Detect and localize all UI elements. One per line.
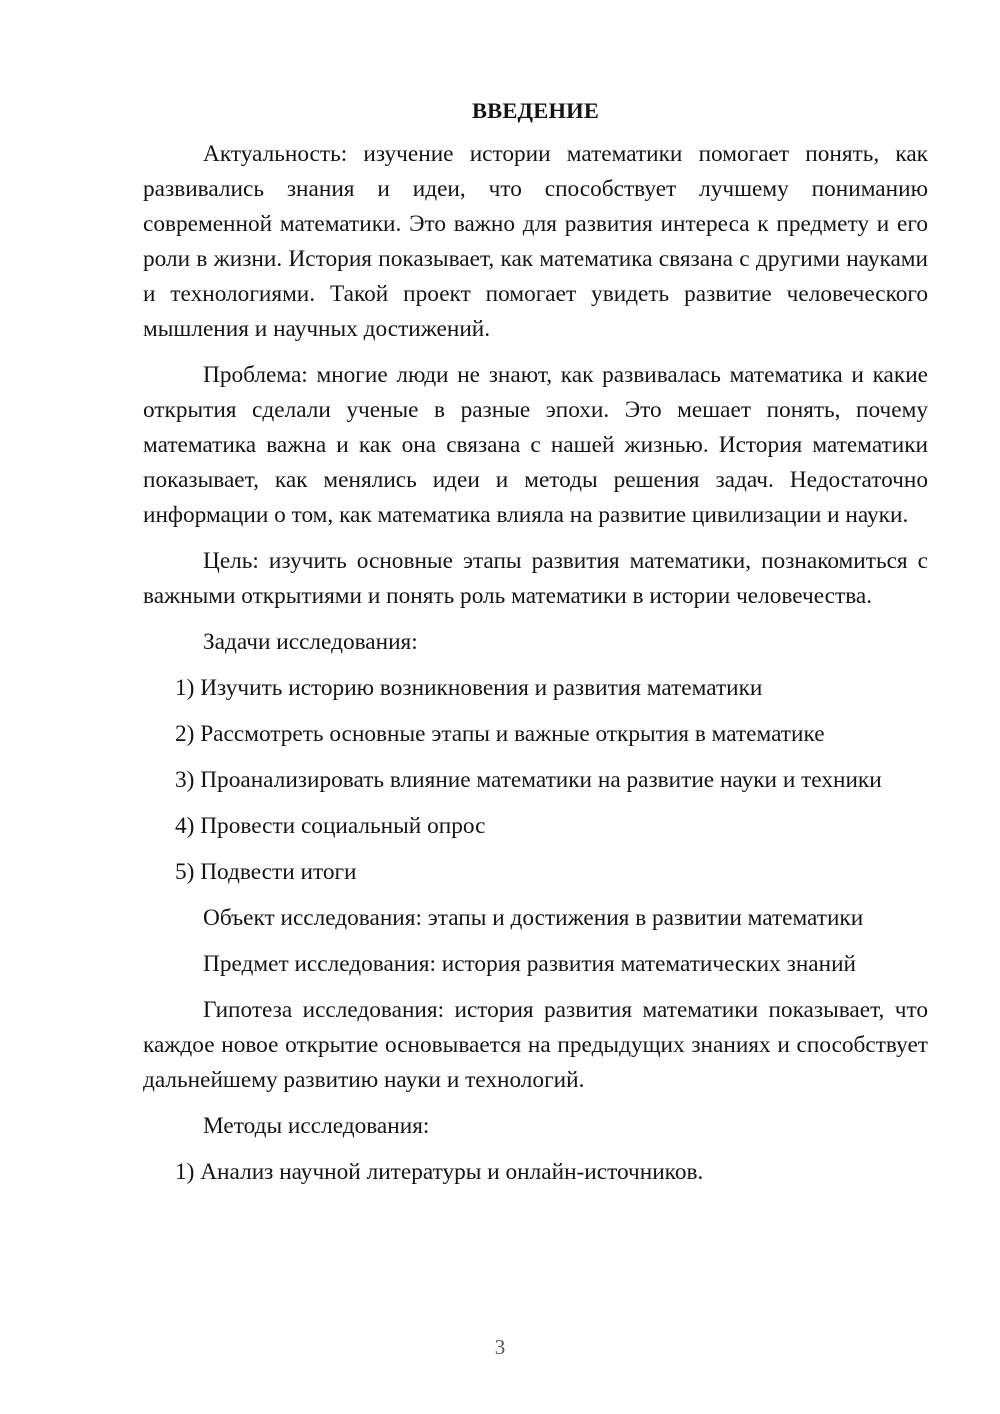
page-content xyxy=(143,96,928,1201)
paragraph-subject: Предмет исследования: история развития математических знаний xyxy=(203,951,857,977)
method-item-1: 1) Анализ научной литературы и онлайн-источников. xyxy=(175,1159,704,1185)
page-number: 3 xyxy=(494,1335,506,1359)
tasks-heading: Задачи исследования: xyxy=(203,629,418,655)
task-item-4: 4) Провести социальный опрос xyxy=(175,813,486,839)
task-item-5: 5) Подвести итоги xyxy=(175,859,357,885)
task-item-3: 3) Проанализировать влияние математики на развитие науки и техники xyxy=(175,767,882,793)
methods-heading: Методы исследования: xyxy=(203,1113,430,1139)
task-item-1: 1) Изучить историю возникновения и развития математики xyxy=(175,675,763,701)
section-title: ВВЕДЕНИЕ xyxy=(471,98,600,123)
paragraph-goal: Цель: изучить основные этапы развития математики, познакомиться с важными открытиями и понять роль математики в истории человечества. xyxy=(143,548,928,609)
task-item-2: 2) Рассмотреть основные этапы и важные открытия в математике xyxy=(175,721,825,747)
paragraph-object: Объект исследования: этапы и достижения в развитии математики xyxy=(203,905,864,931)
paragraph-hypothesis: Гипотеза исследования: история развития математики показывает, что каждое новое открытие основывается на предыдущих знаниях и способствует дальнейшему развитию науки и технологий. xyxy=(143,997,928,1093)
paragraph-problem: Проблема: многие люди не знают, как развивалась математика и какие открытия сделали ученые в разные эпохи. Это мешает понять, почему математика важна и как она связана с нашей жизнью. История математики показывает, как менялись идеи и методы решения задач. Недостаточно информации о том, как математика влияла на развитие цивилизации и науки. xyxy=(143,362,928,528)
paragraph-relevance: Актуальность: изучение истории математики помогает понять, как развивались знания и идеи, что способствует лучшему пониманию современной математики. Это важно для развития интереса к предмету и его роли в жизни. История показывает, как математика связана с другими науками и технологиями. Такой проект помогает увидеть развитие человеческого мышления и научных достижений. xyxy=(143,141,928,342)
